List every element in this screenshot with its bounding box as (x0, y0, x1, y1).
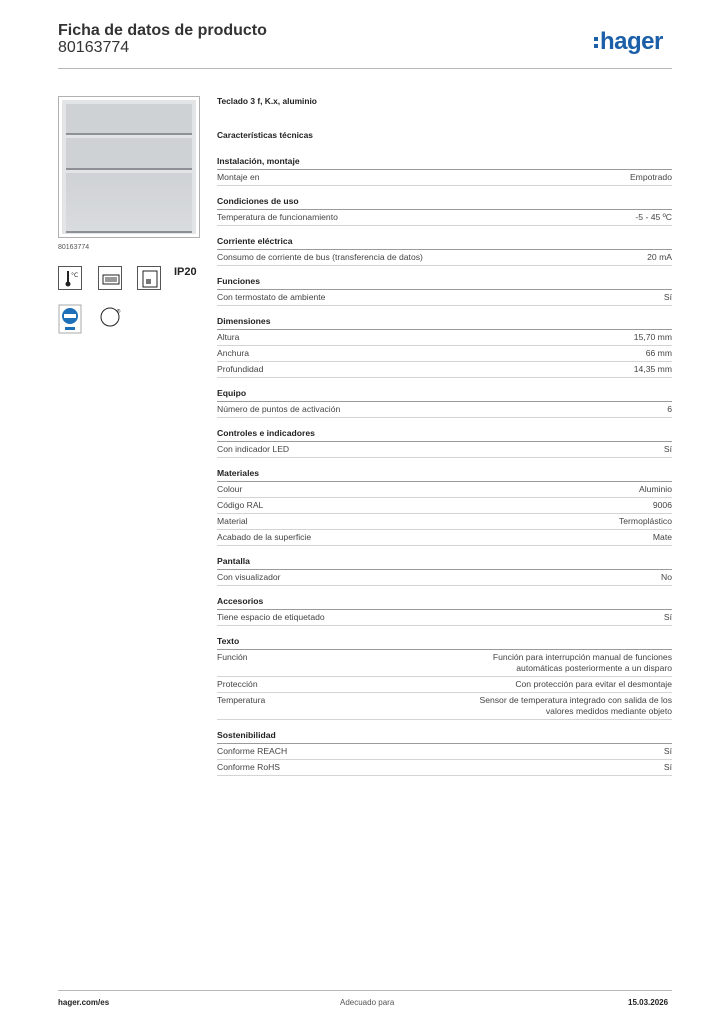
tech-heading: Características técnicas (217, 130, 313, 140)
footer-website: hager.com/es (58, 998, 110, 1007)
spec-label: Colour (217, 484, 243, 494)
page-title: Ficha de datos de producto (58, 22, 267, 39)
brand-name: hager (600, 28, 663, 55)
key-rocker-2 (66, 138, 192, 170)
spec-row (217, 744, 672, 760)
spec-label: Conforme REACH (217, 746, 288, 756)
spec-row (217, 250, 672, 266)
footer-divider (58, 990, 672, 991)
energy-label-icon (58, 304, 82, 328)
section-title: Pantalla (217, 556, 672, 570)
section-title: Condiciones de uso (217, 196, 672, 210)
spec-row (217, 693, 672, 720)
spec-value-line: automáticas posteriormente a un disparo (516, 663, 672, 673)
spec-label: Consumo de corriente de bus (transferencia de datos) (217, 252, 423, 262)
spec-value: 66 mm (645, 348, 672, 358)
svg-text:®: ® (116, 309, 121, 315)
spec-section (217, 596, 672, 626)
spec-row (217, 650, 672, 677)
spec-label: Anchura (217, 348, 250, 358)
section-title: Accesorios (217, 596, 672, 610)
spec-label: Con termostato de ambiente (217, 292, 326, 302)
spec-value: -5 - 45 ºC (635, 212, 672, 222)
spec-value: Sí (663, 746, 672, 756)
spec-label: Montaje en (217, 172, 260, 182)
spec-section (217, 276, 672, 306)
spec-section (217, 556, 672, 586)
section-title: Texto (217, 636, 672, 650)
spec-section (217, 236, 672, 266)
spec-row (217, 170, 672, 186)
spec-value: Termoplástico (618, 516, 672, 526)
spec-value (493, 652, 672, 674)
spec-label: Profundidad (217, 364, 264, 374)
key-rocker-3 (66, 173, 192, 233)
spec-row (217, 570, 672, 586)
display-icon (98, 266, 122, 290)
spec-row (217, 482, 672, 498)
thermometer-icon (58, 266, 82, 290)
spec-value-line: Función para interrupción manual de funciones (492, 652, 672, 662)
section-title: Equipo (217, 388, 672, 402)
header-divider (58, 68, 672, 69)
spec-value: Sí (663, 762, 672, 772)
spec-row (217, 362, 672, 378)
spec-label: Tiene espacio de etiquetado (217, 612, 325, 622)
sensor-icon (98, 304, 122, 328)
section-title: Instalación, montaje (217, 156, 672, 170)
spec-value: 14,35 mm (633, 364, 672, 374)
spec-value-line: Sensor de temperatura integrado con salida de los (479, 695, 672, 705)
product-number: 80163774 (58, 39, 130, 56)
section-title: Corriente eléctrica (217, 236, 672, 250)
image-caption: 80163774 (58, 244, 90, 251)
spec-value (479, 695, 672, 717)
spec-sections (217, 156, 672, 776)
spec-row (217, 210, 672, 226)
spec-section (217, 156, 672, 186)
product-description: Teclado 3 f, K.x, aluminio (217, 96, 317, 106)
spec-label: Altura (217, 332, 240, 342)
spec-section (217, 730, 672, 776)
spec-section (217, 388, 672, 418)
spec-row (217, 760, 672, 776)
product-image (58, 96, 200, 238)
spec-value: Empotrado (629, 172, 672, 182)
section-title: Sostenibilidad (217, 730, 672, 744)
spec-row (217, 346, 672, 362)
spec-section (217, 316, 672, 378)
spec-section (217, 196, 672, 226)
spec-row (217, 290, 672, 306)
spec-label: Material (217, 516, 248, 526)
spec-row (217, 677, 672, 693)
svg-text:°C: °C (71, 272, 79, 279)
spec-label: Con visualizador (217, 572, 281, 582)
spec-value-line: valores medidos mediante objeto (545, 706, 672, 716)
spec-value: 6 (667, 404, 672, 414)
spec-value: Sí (663, 444, 672, 454)
spec-row (217, 514, 672, 530)
spec-value: 20 mA (647, 252, 672, 262)
spec-section (217, 468, 672, 546)
section-title: Funciones (217, 276, 672, 290)
spec-section (217, 428, 672, 458)
spec-label: Número de puntos de activación (217, 404, 341, 414)
spec-value: Sí (663, 612, 672, 622)
ip20-badge: IP20 (174, 266, 197, 278)
section-title: Materiales (217, 468, 672, 482)
spec-label: Acabado de la superficie (217, 532, 312, 542)
spec-label: Conforme RoHS (217, 762, 281, 772)
spec-label: Código RAL (217, 500, 264, 510)
spec-row (217, 610, 672, 626)
spec-label: Función (217, 652, 248, 662)
spec-row (217, 330, 672, 346)
spec-label: Temperatura (217, 695, 266, 705)
spec-label: Protección (217, 679, 258, 689)
spec-value: Con protección para evitar el desmontaje (515, 679, 672, 689)
spec-row (217, 498, 672, 514)
spec-panel (217, 96, 672, 786)
spec-value: 15,70 mm (633, 332, 672, 342)
push-button-icon (137, 266, 161, 290)
spec-value: Sí (663, 292, 672, 302)
section-title: Dimensiones (217, 316, 672, 330)
footer-center: Adecuado para (340, 998, 395, 1007)
spec-value: Aluminio (639, 484, 672, 494)
spec-label: Con indicador LED (217, 444, 290, 454)
spec-value: Mate (652, 532, 672, 542)
spec-row (217, 402, 672, 418)
spec-label: Temperatura de funcionamiento (217, 212, 338, 222)
spec-row (217, 442, 672, 458)
spec-value: No (661, 572, 672, 582)
spec-value: 9006 (652, 500, 672, 510)
spec-section (217, 636, 672, 720)
hager-logo (594, 28, 663, 56)
key-rocker-1 (66, 104, 192, 135)
spec-row (217, 530, 672, 546)
footer-date: 15.03.2026 (628, 998, 669, 1007)
section-title: Controles e indicadores (217, 428, 672, 442)
